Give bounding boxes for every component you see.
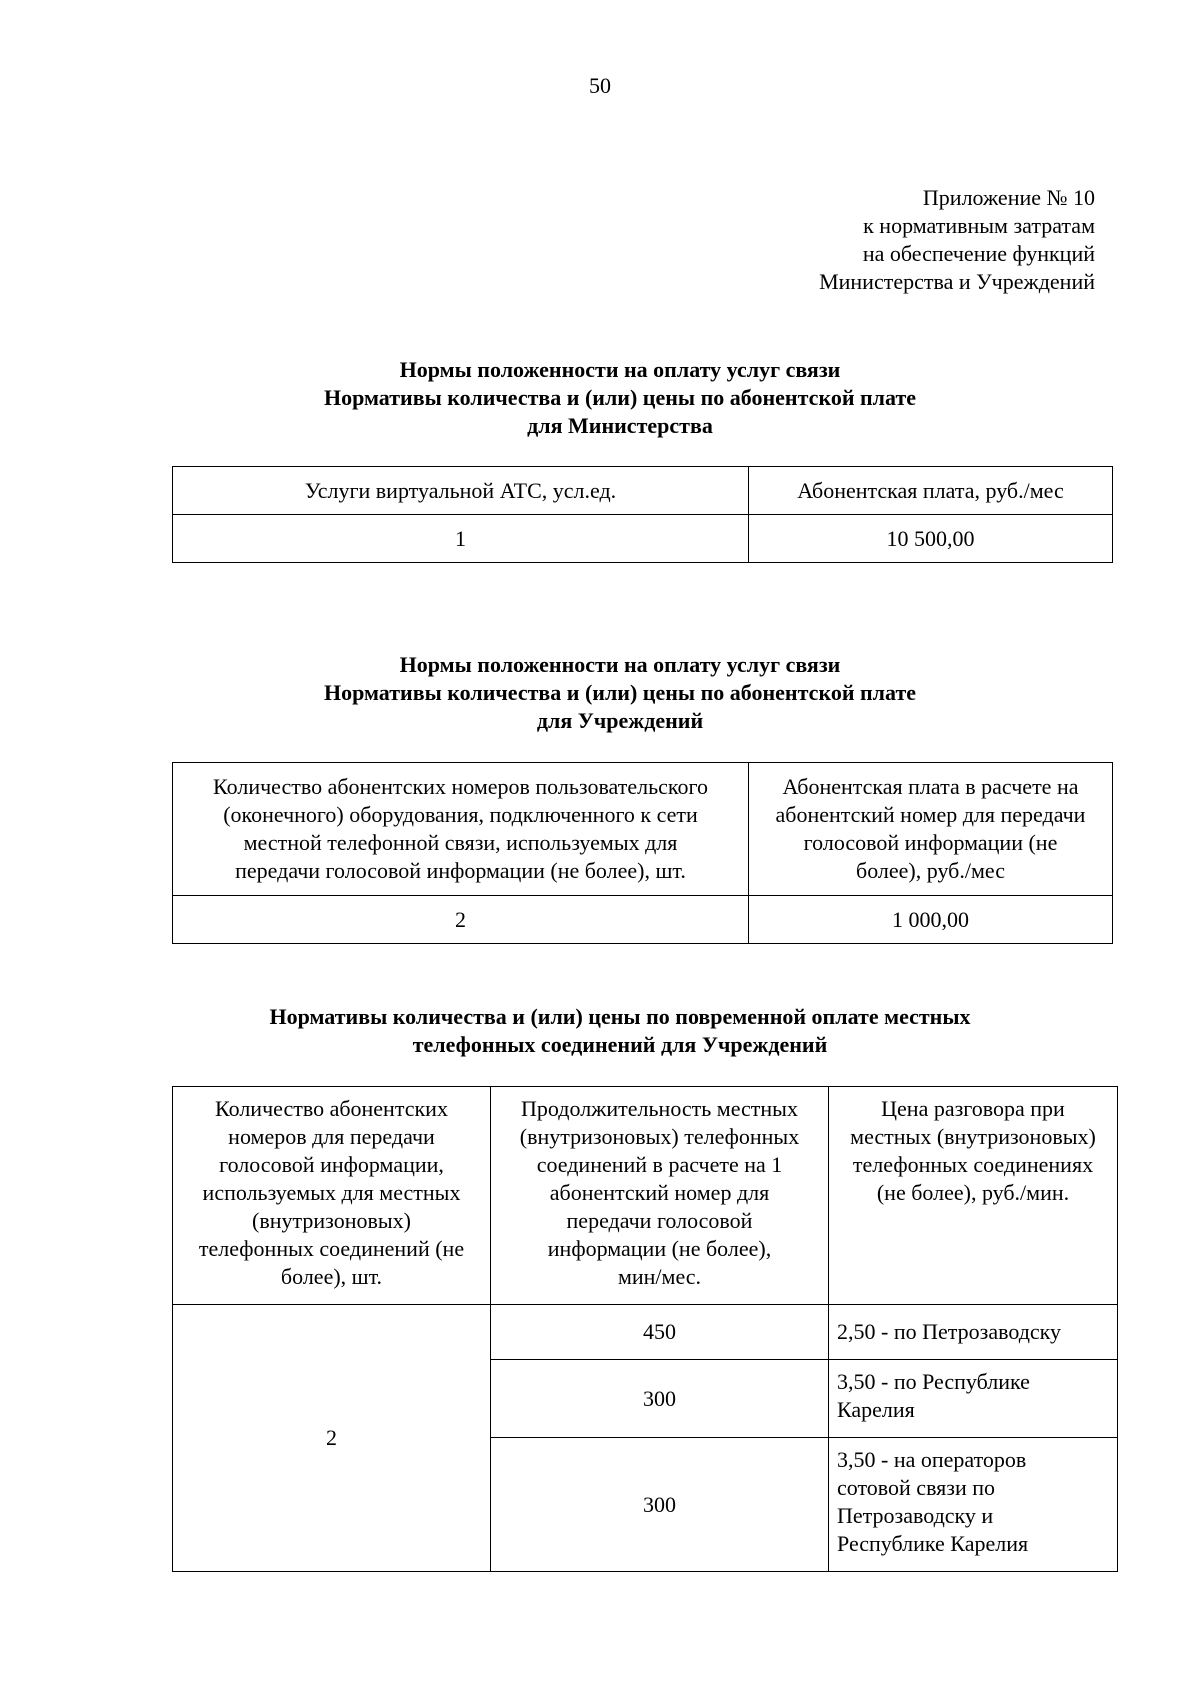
header-cell: Услуги виртуальной АТС, усл.ед. [173,467,749,515]
header-line: абонентский номер для передачи [775,802,1086,827]
appendix-note [819,184,1095,296]
appendix-line: на обеспечение функций [862,241,1095,266]
heading-line: Нормативы количества и (или) цены по абонентской плате [323,680,917,705]
duration-cell: 300 [491,1360,829,1438]
price-line: Петрозаводску и [837,1503,994,1528]
table-cell: 1 000,00 [749,896,1113,944]
section2-heading [0,651,1200,735]
heading-line: Нормативы количества и (или) цены по абонентской плате [323,385,917,410]
header-cell [829,1087,1118,1305]
table-header-row [173,467,1113,515]
heading-line: для Министерства [527,413,713,438]
price-line: Республике Карелия [837,1531,1029,1556]
price-line: 3,50 - по Республике [837,1369,1030,1394]
header-line: абонентский номер для [549,1180,770,1205]
header-line: номеров для передачи [228,1124,435,1149]
header-line: Абонентская плата в расчете на [782,774,1079,799]
header-cell: Абонентская плата, руб./мес [749,467,1113,515]
section2-table [172,762,1113,944]
header-cell [491,1087,829,1305]
header-line: голосовой информации (не [803,830,1058,855]
table-cell: 10 500,00 [749,515,1113,563]
header-cell [749,763,1113,896]
header-line: мин/мес. [617,1264,702,1289]
heading-line: Нормативы количества и (или) цены по повременной оплате местных [269,1004,971,1029]
heading-line: Нормы положенности на оплату услуг связи [399,357,841,382]
table-header-row [173,1087,1118,1305]
header-line: более), шт. [280,1264,383,1289]
header-cell [173,763,749,896]
header-line: местной телефонной связи, используемых для [243,830,678,855]
price-cell [829,1305,1118,1360]
table-cell: 1 [173,515,749,563]
header-line: информации (не более), [547,1236,772,1261]
heading-line: телефонных соединений для Учреждений [412,1032,828,1057]
appendix-line: Приложение № 10 [922,185,1095,210]
heading-line: Нормы положенности на оплату услуг связи [399,652,841,677]
appendix-line: к нормативным затратам [863,213,1095,238]
header-line: (внутризоновых) [252,1208,411,1233]
section3-heading [0,1003,1200,1059]
header-line: передачи голосовой информации (не более), шт. [235,858,686,883]
section1-heading [0,356,1200,440]
duration-cell: 450 [491,1305,829,1360]
header-line: телефонных соединений (не [198,1236,465,1261]
heading-line: для Учреждений [536,708,704,733]
table-header-row [173,763,1113,896]
header-line: (внутризоновых) телефонных [519,1124,800,1149]
price-line: сотовой связи по [837,1475,996,1500]
header-line: соединений в расчете на 1 [536,1152,783,1177]
header-line: телефонных соединениях [852,1152,1094,1177]
header-line: более), руб./мес [856,858,1005,883]
table-row [173,896,1113,944]
header-line: голосовой информации, [219,1152,444,1177]
header-line: (оконечного) оборудования, подключенного к сети [223,802,698,827]
price-line: 3,50 - на операторов [837,1447,1027,1472]
page-number: 50 [589,73,611,98]
price-cell [829,1438,1118,1572]
section3-table [172,1086,1118,1572]
price-line: 2,50 - по Петрозаводску [837,1319,1062,1344]
price-cell [829,1360,1118,1438]
header-line: местных (внутризоновых) [850,1124,1096,1149]
section1-table [172,466,1113,563]
header-line: передачи голосовой [566,1208,753,1233]
header-line: Продолжительность местных [521,1096,798,1121]
duration-cell: 300 [491,1438,829,1572]
header-line: (не более), руб./мин. [876,1180,1070,1205]
appendix-line: Министерства и Учреждений [819,269,1095,294]
price-line: Карелия [837,1397,915,1422]
header-line: используемых для местных [202,1180,461,1205]
table-cell: 2 [173,896,749,944]
table-row [173,1305,1118,1360]
header-line: Количество абонентских номеров пользовательского [213,774,708,799]
header-line: Количество абонентских [215,1096,448,1121]
table-row [173,515,1113,563]
count-cell: 2 [173,1305,491,1572]
header-cell [173,1087,491,1305]
header-line: Цена разговора при [881,1096,1065,1121]
